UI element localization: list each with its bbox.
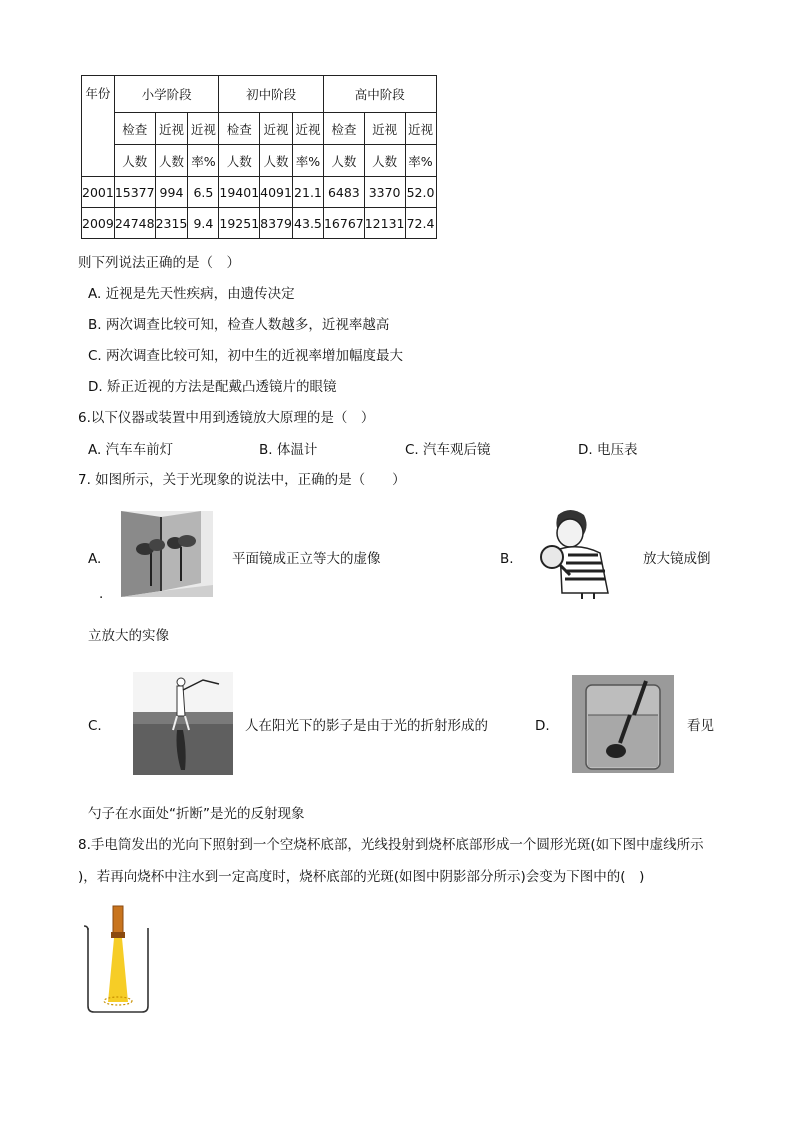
table-cell: 8379 — [260, 208, 293, 239]
table-cell: 6.5 — [188, 177, 219, 208]
table-cell: 2009 — [82, 208, 115, 239]
q7-option-d-continued: 勺子在水面处“折断”是光的反射现象 — [88, 806, 305, 822]
subheader-cell: 近视 — [364, 113, 405, 145]
group-junior: 初中阶段 — [219, 76, 324, 113]
subheader-cell: 人数 — [323, 145, 364, 177]
q5-option-a[interactable]: A. 近视是先天性疾病，由遗传决定 — [88, 286, 295, 302]
q7-option-a-dot: . — [99, 586, 104, 602]
subheader-cell: 近视 — [155, 113, 188, 145]
table-cell: 19251 — [219, 208, 260, 239]
q6-prompt: 6.以下仪器或装置中用到透镜放大原理的是（ ） — [78, 410, 375, 426]
table-cell: 6483 — [323, 177, 364, 208]
q7-prompt: 7. 如图所示，关于光现象的说法中，正确的是（ ） — [78, 472, 406, 488]
q7-option-d-label[interactable]: D. — [535, 718, 550, 734]
q6-option-a[interactable]: A. 汽车车前灯 — [88, 442, 174, 458]
group-senior: 高中阶段 — [323, 76, 436, 113]
table-cell: 72.4 — [405, 208, 436, 239]
table-cell: 43.5 — [292, 208, 323, 239]
subheader-cell: 人数 — [260, 145, 293, 177]
table-cell: 15377 — [114, 177, 155, 208]
group-primary: 小学阶段 — [114, 76, 219, 113]
table-cell: 9.4 — [188, 208, 219, 239]
table-cell: 19401 — [219, 177, 260, 208]
q6-option-d[interactable]: D. 电压表 — [578, 442, 638, 458]
table-row — [82, 208, 437, 239]
subheader-cell: 率% — [292, 145, 323, 177]
subheader-cell: 检查 — [114, 113, 155, 145]
subheader-cell: 近视 — [405, 113, 436, 145]
subheader-cell: 率% — [405, 145, 436, 177]
table-cell: 4091 — [260, 177, 293, 208]
table-cell: 52.0 — [405, 177, 436, 208]
table-cell: 16767 — [323, 208, 364, 239]
q7-option-b-label[interactable]: B. — [500, 551, 514, 567]
subheader-cell: 近视 — [260, 113, 293, 145]
subheader-cell: 人数 — [114, 145, 155, 177]
q8-line-1: 8.手电筒发出的光向下照射到一个空烧杯底部，光线投射到烧杯底部形成一个圆形光斑(如下图中虚线所示 — [78, 837, 704, 853]
mirror-plant-image — [121, 511, 213, 597]
q6-option-b[interactable]: B. 体温计 — [259, 442, 318, 458]
subheader-cell: 人数 — [364, 145, 405, 177]
golfer-shadow-image — [133, 672, 233, 775]
q7-option-b-continued: 立放大的实像 — [88, 628, 169, 644]
subheader-cell: 检查 — [323, 113, 364, 145]
table-cell: 2001 — [82, 177, 115, 208]
subheader-cell: 检查 — [219, 113, 260, 145]
q7-option-c-text: 人在阳光下的影子是由于光的折射形成的 — [245, 718, 488, 734]
subheader-cell: 率% — [188, 145, 219, 177]
q7-option-b-text: 放大镜成倒 — [643, 551, 711, 567]
q7-option-c-label[interactable]: C. — [88, 718, 102, 734]
table-cell: 2315 — [155, 208, 188, 239]
year-header: 年份 — [82, 76, 115, 177]
subheader-cell: 人数 — [155, 145, 188, 177]
table-cell: 3370 — [364, 177, 405, 208]
q5-option-d[interactable]: D. 矫正近视的方法是配戴凸透镜片的眼镜 — [88, 379, 337, 395]
q7-option-a-label[interactable]: A. — [88, 551, 102, 567]
q5-prompt: 则下列说法正确的是（ ） — [78, 255, 240, 271]
q6-option-c[interactable]: C. 汽车观后镜 — [405, 442, 491, 458]
subheader-cell: 近视 — [188, 113, 219, 145]
q7-option-a-text: 平面镜成正立等大的虚像 — [232, 551, 381, 567]
q5-option-b[interactable]: B. 两次调查比较可知，检查人数越多，近视率越高 — [88, 317, 390, 333]
q7-option-d-text: 看见 — [687, 718, 714, 734]
subheader-cell: 近视 — [292, 113, 323, 145]
flashlight-beaker-diagram — [82, 902, 154, 1014]
table-cell: 24748 — [114, 208, 155, 239]
q8-line-2: )，若再向烧杯中注水到一定高度时，烧杯底部的光斑(如图中阴影部分所示)会变为下图中的( ) — [78, 869, 645, 885]
table-cell: 21.1 — [292, 177, 323, 208]
magnifier-boy-image — [530, 507, 626, 599]
spoon-in-water-image — [572, 675, 674, 773]
table-row — [82, 177, 437, 208]
survey-table — [81, 75, 437, 239]
table-cell: 12131 — [364, 208, 405, 239]
subheader-cell: 人数 — [219, 145, 260, 177]
q5-option-c[interactable]: C. 两次调查比较可知，初中生的近视率增加幅度最大 — [88, 348, 404, 364]
table-cell: 994 — [155, 177, 188, 208]
